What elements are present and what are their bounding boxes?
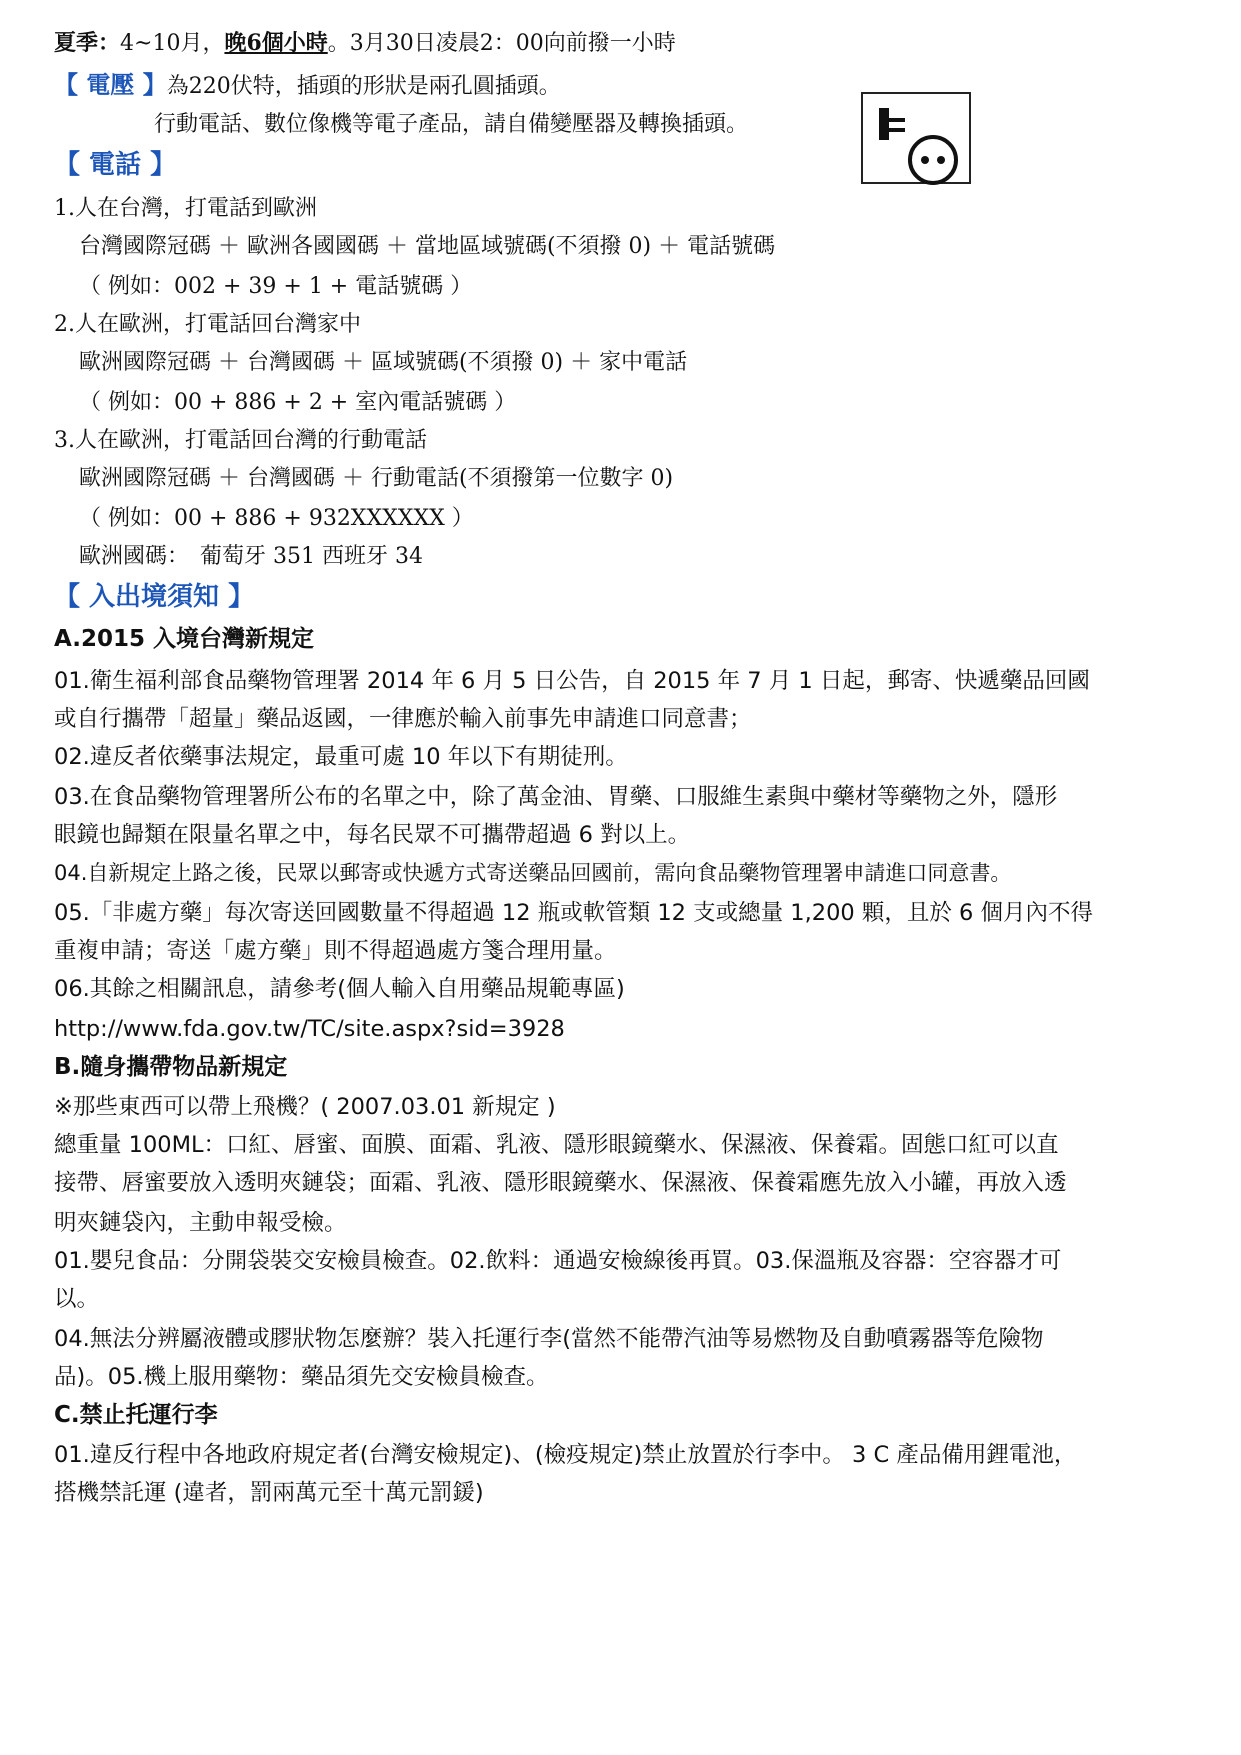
section-b-line: 以。 <box>54 1286 100 1312</box>
section-a-line: 03.在食品藥物管理署所公布的名單之中，除了萬金油、胃藥、口服維生素與中藥材等藥物之外，隱形 <box>54 784 1058 810</box>
section-b-line: 明夾鏈袋內，主動申報受檢。 <box>54 1210 347 1236</box>
summer-label: 夏季： <box>54 30 121 56</box>
phone-item-3-example: （ 例如：00 + 886 + 932XXXXXX ） <box>79 506 474 531</box>
summer-rest: 。3月30日凌晨2：00向前撥一小時 <box>327 31 676 56</box>
phone-heading: 【 電話 】 <box>54 150 177 180</box>
summer-time-line <box>54 28 676 59</box>
fda-url-link[interactable]: http://www.fda.gov.tw/TC/site.aspx?sid=3928 <box>54 1016 565 1042</box>
voltage-tag: 【 電壓 】 <box>54 70 167 99</box>
section-b-line: 總重量 100ML：口紅、唇蜜、面膜、面霜、乳液、隱形眼鏡藥水、保濕液、保養霜。固態口紅可以直 <box>54 1132 1059 1158</box>
section-a-line: 重複申請；寄送「處方藥」則不得超過處方箋合理用量。 <box>54 938 617 964</box>
phone-item-1-formula: 台灣國際冠碼 ＋ 歐洲各國國碼 ＋ 當地區域號碼(不須撥 0) ＋ 電話號碼 <box>79 234 776 259</box>
phone-item-1-title: 1.人在台灣，打電話到歐洲 <box>54 196 317 221</box>
section-a-line: 眼鏡也歸類在限量名單之中，每名民眾不可攜帶超過 6 對以上。 <box>54 822 691 848</box>
round-two-pin-plug-icon <box>861 92 971 184</box>
phone-item-2-formula: 歐洲國際冠碼 ＋ 台灣國碼 ＋ 區域號碼(不須撥 0) ＋ 家中電話 <box>79 350 688 375</box>
section-a-line: 06.其餘之相關訊息，請參考(個人輸入自用藥品規範專區) <box>54 976 625 1002</box>
section-c-title: C.禁止托運行李 <box>54 1402 218 1428</box>
section-a-line: 02.違反者依藥事法規定，最重可處 10 年以下有期徒刑。 <box>54 744 628 770</box>
section-a-line: 05.「非處方藥」每次寄送回國數量不得超過 12 瓶或軟管類 12 支或總量 1,200 顆，且於 6 個月內不得 <box>54 900 1093 926</box>
phone-item-2-title: 2.人在歐洲，打電話回台灣家中 <box>54 312 361 337</box>
phone-item-3-title: 3.人在歐洲，打電話回台灣的行動電話 <box>54 428 427 453</box>
section-a-title: A.2015 入境台灣新規定 <box>54 626 314 652</box>
phone-item-2-example: （ 例如：00 + 886 + 2 + 室內電話號碼 ） <box>79 390 517 415</box>
section-b-title: B.隨身攜帶物品新規定 <box>54 1054 288 1080</box>
voltage-text: 為220伏特，插頭的形狀是兩孔圓插頭。 <box>166 74 561 99</box>
country-codes: 歐洲國碼： 葡萄牙 351 西班牙 34 <box>79 544 423 569</box>
voltage-note: 行動電話、數位像機等電子產品，請自備變壓器及轉換插頭。 <box>154 112 749 137</box>
section-c-line: 搭機禁託運 (違者，罰兩萬元至十萬元罰鍰) <box>54 1480 484 1506</box>
section-b-line: 01.嬰兒食品：分開袋裝交安檢員檢查。02.飲料：通過安檢線後再買。03.保溫瓶及容器：空容器才可 <box>54 1248 1062 1274</box>
phone-item-3-formula: 歐洲國際冠碼 ＋ 台灣國碼 ＋ 行動電話(不須撥第一位數字 0) <box>79 466 674 491</box>
phone-item-1-example: （ 例如：002 + 39 + 1 + 電話號碼 ） <box>79 274 473 299</box>
immigration-heading: 【 入出境須知 】 <box>54 582 255 612</box>
section-a-line: 01.衛生福利部食品藥物管理署 2014 年 6 月 5 日公告，自 2015 年 7 月 1 日起，郵寄、快遞藥品回國 <box>54 668 1090 694</box>
section-b-line: ※那些東西可以帶上飛機？( 2007.03.01 新規定 ) <box>54 1094 556 1120</box>
voltage-line <box>54 70 561 102</box>
section-b-line: 接帶、唇蜜要放入透明夾鏈袋；面霜、乳液、隱形眼鏡藥水、保濕液、保養霜應先放入小罐，再放入透 <box>54 1170 1067 1196</box>
summer-offset: 晚6個小時 <box>224 30 328 56</box>
summer-range: 4~10月， <box>120 31 225 56</box>
section-a-line: 04.自新規定上路之後，民眾以郵寄或快遞方式寄送藥品回國前，需向食品藥物管理署申請進口同意書。 <box>54 861 1012 885</box>
section-c-line: 01.違反行程中各地政府規定者(台灣安檢規定)、(檢疫規定)禁止放置於行李中。 3 C 產品備用鋰電池， <box>54 1442 1077 1468</box>
section-b-line: 04.無法分辨屬液體或膠狀物怎麼辦？裝入托運行李(當然不能帶汽油等易燃物及自動噴霧器等危險物 <box>54 1326 1044 1352</box>
section-b-line: 品)。05.機上服用藥物：藥品須先交安檢員檢查。 <box>54 1364 549 1390</box>
section-a-line: 或自行攜帶「超量」藥品返國，一律應於輸入前事先申請進口同意書； <box>54 706 752 732</box>
